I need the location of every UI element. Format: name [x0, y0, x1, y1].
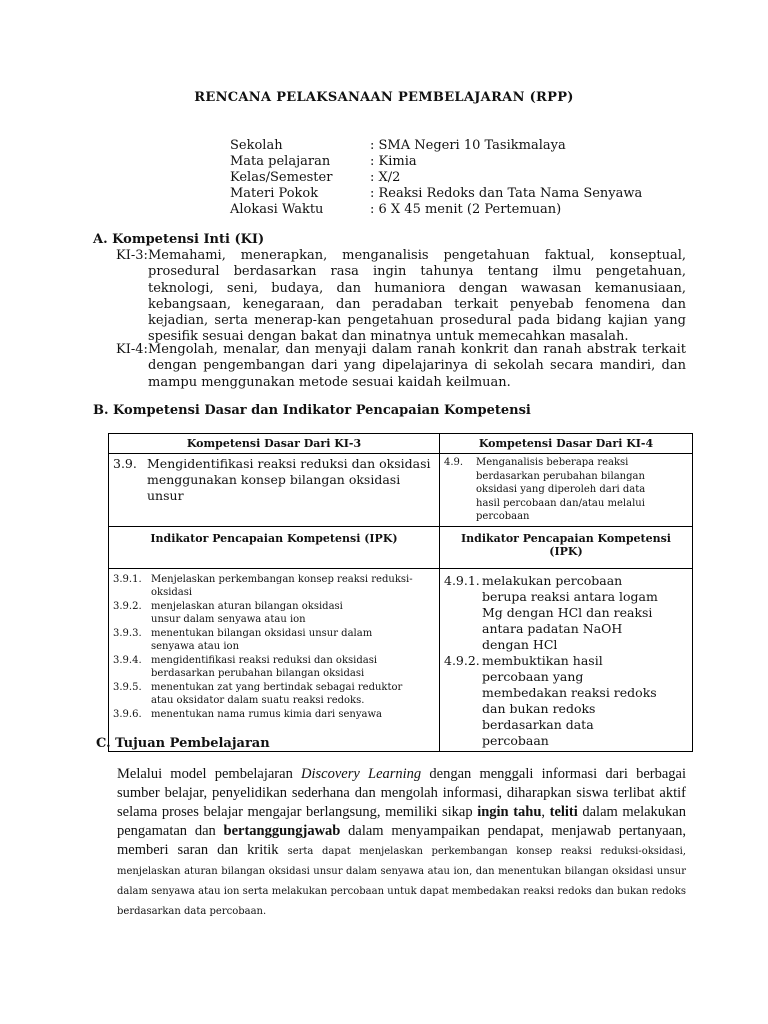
info-value: : Kimia [370, 154, 417, 169]
info-value: : SMA Negeri 10 Tasikmalaya [370, 138, 566, 153]
kd4-header: Kompetensi Dasar Dari KI-4 [440, 434, 693, 454]
kd3-cell [109, 454, 440, 527]
list-item [113, 654, 435, 681]
list-item [113, 573, 435, 600]
ipk-num: 3.9.2. [113, 600, 142, 612]
kd4-cell [440, 454, 693, 527]
info-row [230, 202, 642, 218]
ki4-label: KI-4: [116, 342, 148, 357]
ipk3-list [109, 568, 440, 751]
list-item [113, 681, 435, 708]
ipk-num: 4.9.2. [444, 652, 480, 668]
para-italic: Discovery Learning [301, 766, 422, 782]
kd3-text: Mengidentifikasi reaksi reduksi dan oksidasi menggunakan konsep bilangan oksidasi unsur [147, 456, 431, 503]
ipk-left-header: Indikator Pencapaian Kompetensi (IPK) [109, 526, 440, 568]
kd3-num: 3.9. [113, 456, 137, 471]
info-value: : 6 X 45 menit (2 Pertemuan) [370, 202, 562, 217]
ki4-text: Mengolah, menalar, dan menyaji dalam ranah konkrit dan ranah abstrak terkait dengan pengembangan dari yang dipelajarinya di sekolah secara mandiri, dan mampu menggunakan metode sesuai kaidah keilmuan. [148, 342, 686, 390]
ipk-text: menentukan bilangan oksidasi unsur dalam senyawa atau ion [151, 627, 373, 652]
ipk-text: menentukan nama rumus kimia dari senyawa [151, 708, 383, 720]
info-row [230, 154, 642, 170]
kd4-num: 4.9. [444, 457, 464, 468]
ipk-text: melakukan percobaan berupa reaksi antara logam Mg dengan HCl dan reaksi antara padatan NaOH dengan HCl [482, 572, 658, 652]
page-title: RENCANA PELAKSANAAN PEMBELAJARAN (RPP) [194, 90, 574, 105]
para-text: dalam melakukan pengamatan dan [117, 804, 686, 839]
info-label: Mata pelajaran [230, 154, 331, 169]
info-label: Kelas/Semester [230, 170, 333, 185]
ipk-text: menentukan zat yang bertindak sebagai reduktor atau oksidator dalam suatu reaksi redoks. [151, 681, 403, 706]
list-item [113, 708, 435, 722]
list-item [113, 600, 435, 627]
list-item [113, 627, 435, 654]
info-row [230, 170, 642, 186]
ki3-label: KI-3: [116, 248, 148, 263]
info-row [230, 186, 642, 202]
info-value: : Reaksi Redoks dan Tata Nama Senyawa [370, 186, 643, 201]
para-small-text: serta dapat menjelaskan perkembangan konsep reaksi reduksi-oksidasi, menjelaskan aturan bilangan oksidasi unsur dalam senyawa atau ion, dan menentukan bilangan oksidasi unsur dalam senyawa atau ion serta melakukan percobaan untuk dapat membedakan reaksi redoks dan bukan redoks berdasarkan data percobaan. [117, 846, 686, 917]
info-label: Alokasi Waktu [230, 202, 324, 217]
para-bold: bertanggungjawab [223, 823, 341, 839]
ipk-text: mengidentifikasi reaksi reduksi dan oksidasi berdasarkan perubahan bilangan oksidasi [151, 654, 378, 679]
ipk4-list [440, 568, 693, 751]
list-item [444, 573, 662, 653]
para-text: dalam menyampaikan pendapat, menjawab pertanyaan, memberi saran dan kritik [117, 823, 686, 858]
ipk-num: 3.9.3. [113, 627, 142, 639]
ipk-num: 3.9.1. [113, 573, 142, 585]
kd4-text: Menganalisis beberapa reaksi berdasarkan perubahan bilangan oksidasi yang diperoleh dari data hasil percobaan dan/atau melalui percobaan [476, 457, 646, 522]
ipk-num: 3.9.5. [113, 681, 142, 693]
para-bold: ingin tahu [477, 804, 542, 820]
kd-table [108, 433, 693, 752]
section-b-heading: B. Kompetensi Dasar dan Indikator Pencapaian Kompetensi [93, 403, 531, 418]
ipk-num: 3.9.4. [113, 654, 142, 666]
info-label: Sekolah [230, 138, 283, 153]
ki3-text: Memahami, menerapkan, menganalisis pengetahuan faktual, konseptual, prosedural berdasarkan rasa ingin tahunya tentang ilmu pengetahuan, teknologi, seni, budaya, dan humaniora dengan wawasan kemanusiaan, kebangsaan, kenegaraan, dan peradaban terkait penyebab fenomena dan kejadian, serta menerap-kan pengetahuan prosedural pada bidang kajian yang spesifik sesuai dengan bakat dan minatnya untuk memecahkan masalah. [148, 248, 686, 345]
ipk-right-header: Indikator Pencapaian Kompetensi (IPK) [440, 526, 693, 568]
info-row [230, 138, 642, 154]
list-item [444, 653, 662, 749]
ki4-block [116, 342, 686, 391]
section-c-heading: C. Tujuan Pembelajaran [96, 736, 270, 751]
identity-block [230, 138, 642, 218]
para-text: dengan menggali informasi dari berbagai sumber belajar, penyelidikan sederhana dan mengolah informasi, diharapkan siswa terlibat aktif selama proses belajar mengajar berlangsung, memiliki sikap [117, 766, 687, 820]
para-text: Melalui model pembelajaran [117, 766, 302, 782]
kd3-header: Kompetensi Dasar Dari KI-3 [109, 434, 440, 454]
ipk-num: 3.9.6. [113, 708, 142, 720]
tujuan-paragraph [117, 765, 686, 921]
para-text: , [541, 804, 550, 820]
ipk-text: Menjelaskan perkembangan konsep reaksi reduksi-oksidasi [151, 573, 413, 598]
ipk-text: membuktikan hasil percobaan yang membedakan reaksi redoks dan bukan redoks berdasarkan data percobaan [482, 652, 657, 748]
ipk-num: 4.9.1. [444, 572, 480, 588]
info-value: : X/2 [370, 170, 401, 185]
ki3-block [116, 248, 686, 346]
section-a-heading: A. Kompetensi Inti (KI) [93, 232, 265, 247]
para-bold: teliti [549, 804, 578, 820]
info-label: Materi Pokok [230, 186, 319, 201]
ipk-text: menjelaskan aturan bilangan oksidasi unsur dalam senyawa atau ion [151, 600, 343, 625]
